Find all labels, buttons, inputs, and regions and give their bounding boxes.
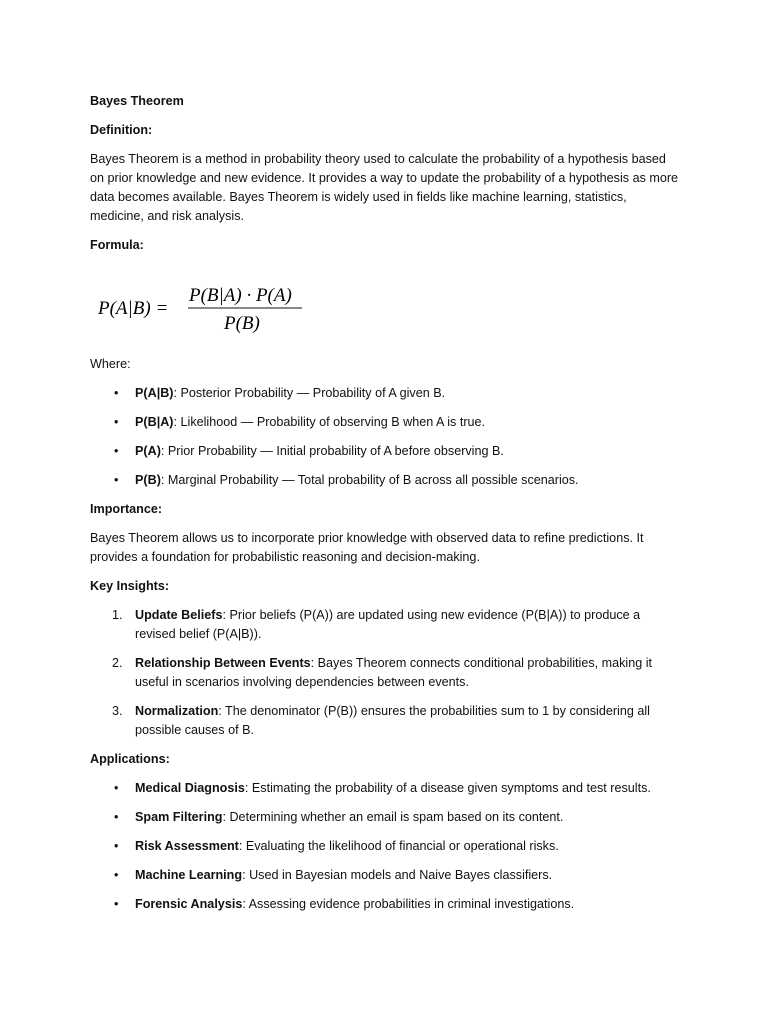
list-item <box>90 606 680 644</box>
list-item <box>90 837 680 856</box>
term-description: : Determining whether an email is spam based on its content. <box>222 810 564 824</box>
term-label: Medical Diagnosis <box>135 781 245 795</box>
term-description: : The denominator (P(B)) ensures the probabilities sum to 1 by considering all possible causes of B. <box>135 704 650 737</box>
bullet-icon: • <box>114 444 119 458</box>
list-item <box>90 413 680 432</box>
bullet-icon: • <box>114 897 119 911</box>
term-description: : Likelihood — Probability of observing B when A is true. <box>173 415 486 429</box>
bullet-icon: • <box>114 868 119 882</box>
item-number: 1. <box>112 608 123 622</box>
formula-heading: Formula: <box>90 238 144 252</box>
applications-heading: Applications: <box>90 752 170 766</box>
bullet-icon: • <box>114 839 119 853</box>
insights-list <box>90 606 680 740</box>
applications-list <box>90 779 680 914</box>
list-item <box>90 895 680 914</box>
document-title: Bayes Theorem <box>90 94 184 108</box>
term-description: : Marginal Probability — Total probability of B across all possible scenarios. <box>160 473 579 487</box>
list-item <box>90 442 680 461</box>
term-description: : Evaluating the likelihood of financial or operational risks. <box>238 839 559 853</box>
formula-graphic <box>94 279 334 339</box>
formula-denominator: P(B) <box>224 313 260 334</box>
formula-lhs: P(A|B) = <box>98 298 169 319</box>
term-description: : Assessing evidence probabilities in criminal investigations. <box>242 897 575 911</box>
term-label: Update Beliefs <box>135 608 223 622</box>
term-label: P(A) <box>135 444 161 458</box>
list-item <box>90 702 680 740</box>
term-label: P(A|B) <box>135 386 174 400</box>
bullet-icon: • <box>114 810 119 824</box>
bullet-icon: • <box>114 415 119 429</box>
term-label: P(B) <box>135 473 161 487</box>
term-description: : Posterior Probability — Probability of A given B. <box>173 386 446 400</box>
term-description: : Prior Probability — Initial probability of A before observing B. <box>160 444 504 458</box>
bullet-icon: • <box>114 473 119 487</box>
where-list <box>90 384 680 490</box>
term-label: Forensic Analysis <box>135 897 243 911</box>
term-description: : Estimating the probability of a disease given symptoms and test results. <box>244 781 651 795</box>
bayes-formula <box>90 265 680 345</box>
term-description: : Prior beliefs (P(A)) are updated using new evidence (P(B|A)) to produce a revised belief (P(A|B)). <box>135 608 641 641</box>
term-description: : Bayes Theorem connects conditional probabilities, making it useful in scenarios involving dependencies between events. <box>135 656 653 689</box>
list-item <box>90 866 680 885</box>
bullet-icon: • <box>114 386 119 400</box>
list-item <box>90 384 680 403</box>
term-label: Relationship Between Events <box>135 656 311 670</box>
list-item <box>90 779 680 798</box>
formula-numerator: P(B|A) · P(A) <box>189 285 292 306</box>
definition-paragraph: Bayes Theorem is a method in probability theory used to calculate the probability of a hypothesis based on prior knowledge and new evidence. It provides a way to update the probability of a hypothesis as more data becomes available. Bayes Theorem is widely used in fields like machine learning, statistics, medicine, and risk analysis. <box>90 152 679 223</box>
list-item <box>90 471 680 490</box>
definition-heading: Definition: <box>90 123 153 137</box>
term-label: Risk Assessment <box>135 839 239 853</box>
importance-heading: Importance: <box>90 502 163 516</box>
where-label: Where: <box>90 357 131 371</box>
bullet-icon: • <box>114 781 119 795</box>
item-number: 3. <box>112 704 123 718</box>
document-page <box>90 92 680 924</box>
importance-paragraph: Bayes Theorem allows us to incorporate prior knowledge with observed data to refine predictions. It provides a foundation for probabilistic reasoning and decision-making. <box>90 531 644 564</box>
list-item <box>90 654 680 692</box>
term-label: Machine Learning <box>135 868 243 882</box>
term-label: P(B|A) <box>135 415 174 429</box>
insights-heading: Key Insights: <box>90 579 170 593</box>
term-description: : Used in Bayesian models and Naive Bayes classifiers. <box>242 868 553 882</box>
item-number: 2. <box>112 656 123 670</box>
list-item <box>90 808 680 827</box>
term-label: Spam Filtering <box>135 810 223 824</box>
term-label: Normalization <box>135 704 219 718</box>
